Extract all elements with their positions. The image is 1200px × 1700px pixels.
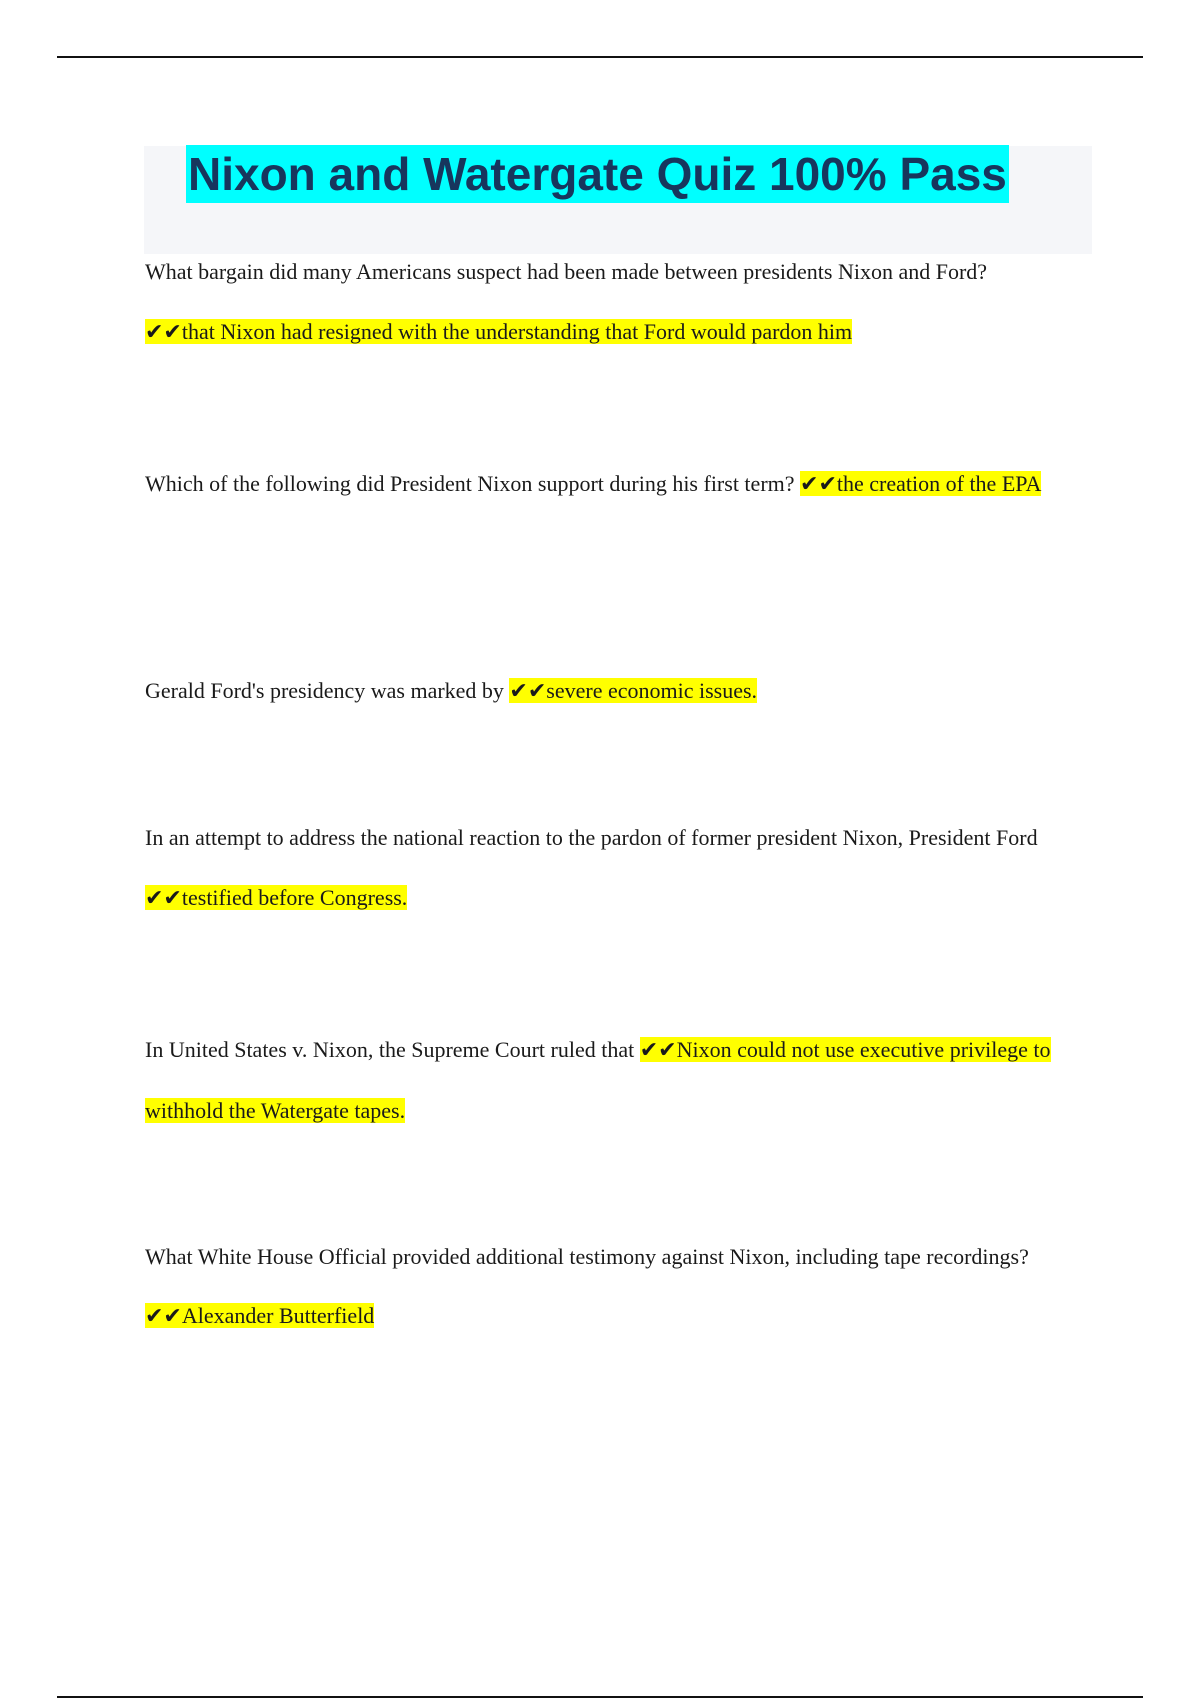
bottom-divider [57,1696,1143,1698]
answer-highlight [800,471,1041,496]
answer-highlight [145,319,852,344]
question-text: In United States v. Nixon, the Supreme Court ruled that [145,1037,635,1062]
double-check-icon: ✔✔ [509,679,547,704]
answer-text: that Nixon had resigned with the understanding that Ford would pardon him [181,319,853,344]
answer-text: severe economic issues. [546,678,758,703]
question-text: Gerald Ford's presidency was marked by [145,678,504,703]
top-divider [57,56,1143,58]
double-check-icon: ✔✔ [145,886,182,911]
answer-highlight [145,1303,374,1328]
answer-highlight [145,885,407,910]
question-text: In an attempt to address the national reaction to the pardon of former president Nixon, President Ford [145,825,1038,850]
answer-text: Alexander Butterfield [181,1303,375,1328]
answer-text: Nixon could not use executive privilege to withhold the Watergate tapes. [145,1037,1051,1123]
double-check-icon: ✔✔ [145,1304,182,1329]
qa-item-2 [145,454,1085,515]
question-text: Which of the following did President Nixon support during his first term? [145,471,795,496]
double-check-icon: ✔✔ [145,320,182,345]
qa-item-1 [145,242,1085,363]
qa-item-4 [145,808,1085,929]
double-check-icon: ✔✔ [800,472,837,497]
qa-item-5 [145,1020,1085,1141]
question-text: What bargain did many Americans suspect had been made between presidents Nixon and Ford? [145,259,988,284]
answer-text: the creation of the EPA [836,471,1042,496]
qa-item-6 [145,1227,1085,1346]
qa-item-3 [145,661,1085,722]
question-text: What White House Official provided additional testimony against Nixon, including tape recordings? [145,1244,1029,1269]
answer-highlight [509,678,757,703]
answer-text: testified before Congress. [181,885,408,910]
document-title: Nixon and Watergate Quiz 100% Pass [186,145,1009,203]
double-check-icon: ✔✔ [639,1038,677,1063]
